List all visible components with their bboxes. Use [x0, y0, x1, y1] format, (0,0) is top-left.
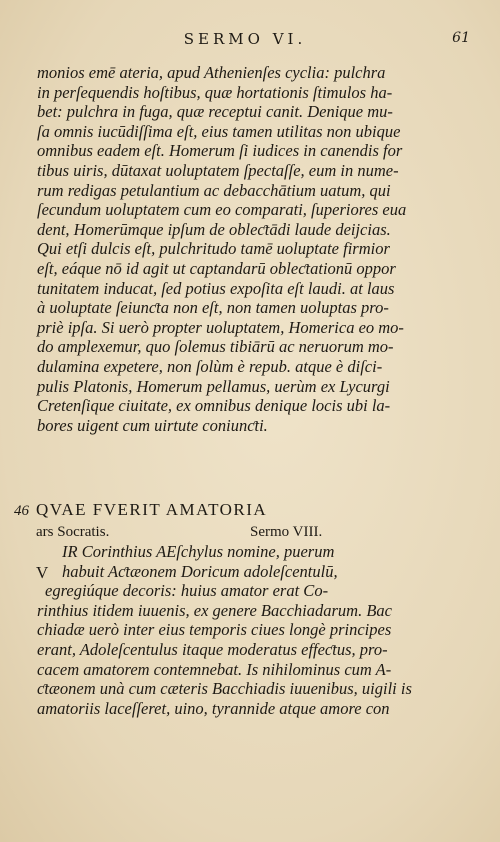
text-line: bores uigent cum uirtute coniunƈti. [37, 415, 268, 435]
text-line: bet: pulchra in fuga, quæ receptui canit. Denique mu- [37, 102, 393, 122]
section-text [37, 542, 455, 718]
text-line: Qui etſi dulcis eſt, pulchritudo tamē uoluptate firmior [37, 239, 390, 259]
text-line: in perſequendis hoſtibus, quæ hortationis ſtimulos ha- [37, 82, 393, 102]
text-line: pulis Platonis, Homerum pellamus, uerùm ex Lycurgi [37, 376, 390, 396]
text-line: habuit Aƈtæonem Doricum adoleſcentulū, [62, 561, 338, 581]
section-subtitle: ars Socratis. [36, 524, 110, 540]
page-number: 61 [452, 30, 470, 46]
text-line: ſecundum uoluptatem cum eo comparati, ſuperiores eua [37, 200, 407, 220]
text-line: rinthius itidem iuuenis, ex genere Bacchiadarum. Bac [37, 600, 392, 620]
text-line: chiadæ uerò inter eius temporis ciues longè principes [37, 620, 392, 640]
page-header [30, 30, 470, 52]
text-line: do amplexemur, quo ſolemus tibiārū ac neruorum mo- [37, 337, 394, 357]
text-line: tunitatem inducat, ſed potius expoſita eſt laudi. at laus [37, 278, 395, 298]
sermon-label: Sermo VIII. [250, 524, 323, 540]
text-line: rum redigas petulantium ac debacchātium uatum, qui [37, 180, 391, 200]
text-line: Cretenſique ciuitate, ex omnibus denique locis ubi la- [37, 396, 391, 416]
text-line: omnibus eadem eſt. Homerum ſi iudices in canendis for [37, 141, 403, 161]
text-line: amatoriis laceſſeret, uino, tyrannide atque amore con [37, 698, 390, 718]
text-line: dent, Homerūmque ipſum de obleƈtādi laude deijcias. [37, 219, 391, 239]
section-title: QVAE FVERIT AMATORIA [36, 500, 268, 519]
text-line: à uoluptate ſeiunƈta non eſt, non tamen uoluptas pro- [37, 298, 389, 318]
text-line: dulamina expetere, non ſolùm è repub. atque è diſci- [37, 356, 383, 376]
text-line: priè ipſa. Si uerò propter uoluptatem, Homerica eo mo- [37, 317, 404, 337]
text-line: ƈtæonem unà cum cæteris Bacchiadis iuuenibus, uigili is [37, 679, 412, 699]
text-line: ſa omnis iucūdiſſima eſt, eius tamen utilitas non ubique [37, 121, 401, 141]
text-line: erant, Adoleſcentulus itaque moderatus effeƈtus, pro- [37, 639, 388, 659]
text-line: egregiúque decoris: huius amator erat Co- [45, 581, 329, 601]
text-line: tibus uiris, dūtaxat uoluptatem ſpectaſſe, eum in nume- [37, 160, 399, 180]
margin-number: 46 [14, 503, 29, 519]
running-head: SERMO VI. [183, 30, 307, 48]
text-line: monios emē ateria, apud Athenienſes cyclia: pulchra [37, 63, 386, 82]
section-heading [14, 500, 464, 546]
sermon-text [37, 63, 455, 435]
text-line: IR Corinthius AEſchylus nomine, puerum [62, 542, 335, 561]
text-line: cacem amatorem contemnebat. Is nihilominus cum A- [37, 659, 392, 679]
text-line: eſt, eáque nō id agit ut captandarū obleƈtationū oppor [37, 258, 396, 278]
drop-initial: V [36, 563, 49, 582]
